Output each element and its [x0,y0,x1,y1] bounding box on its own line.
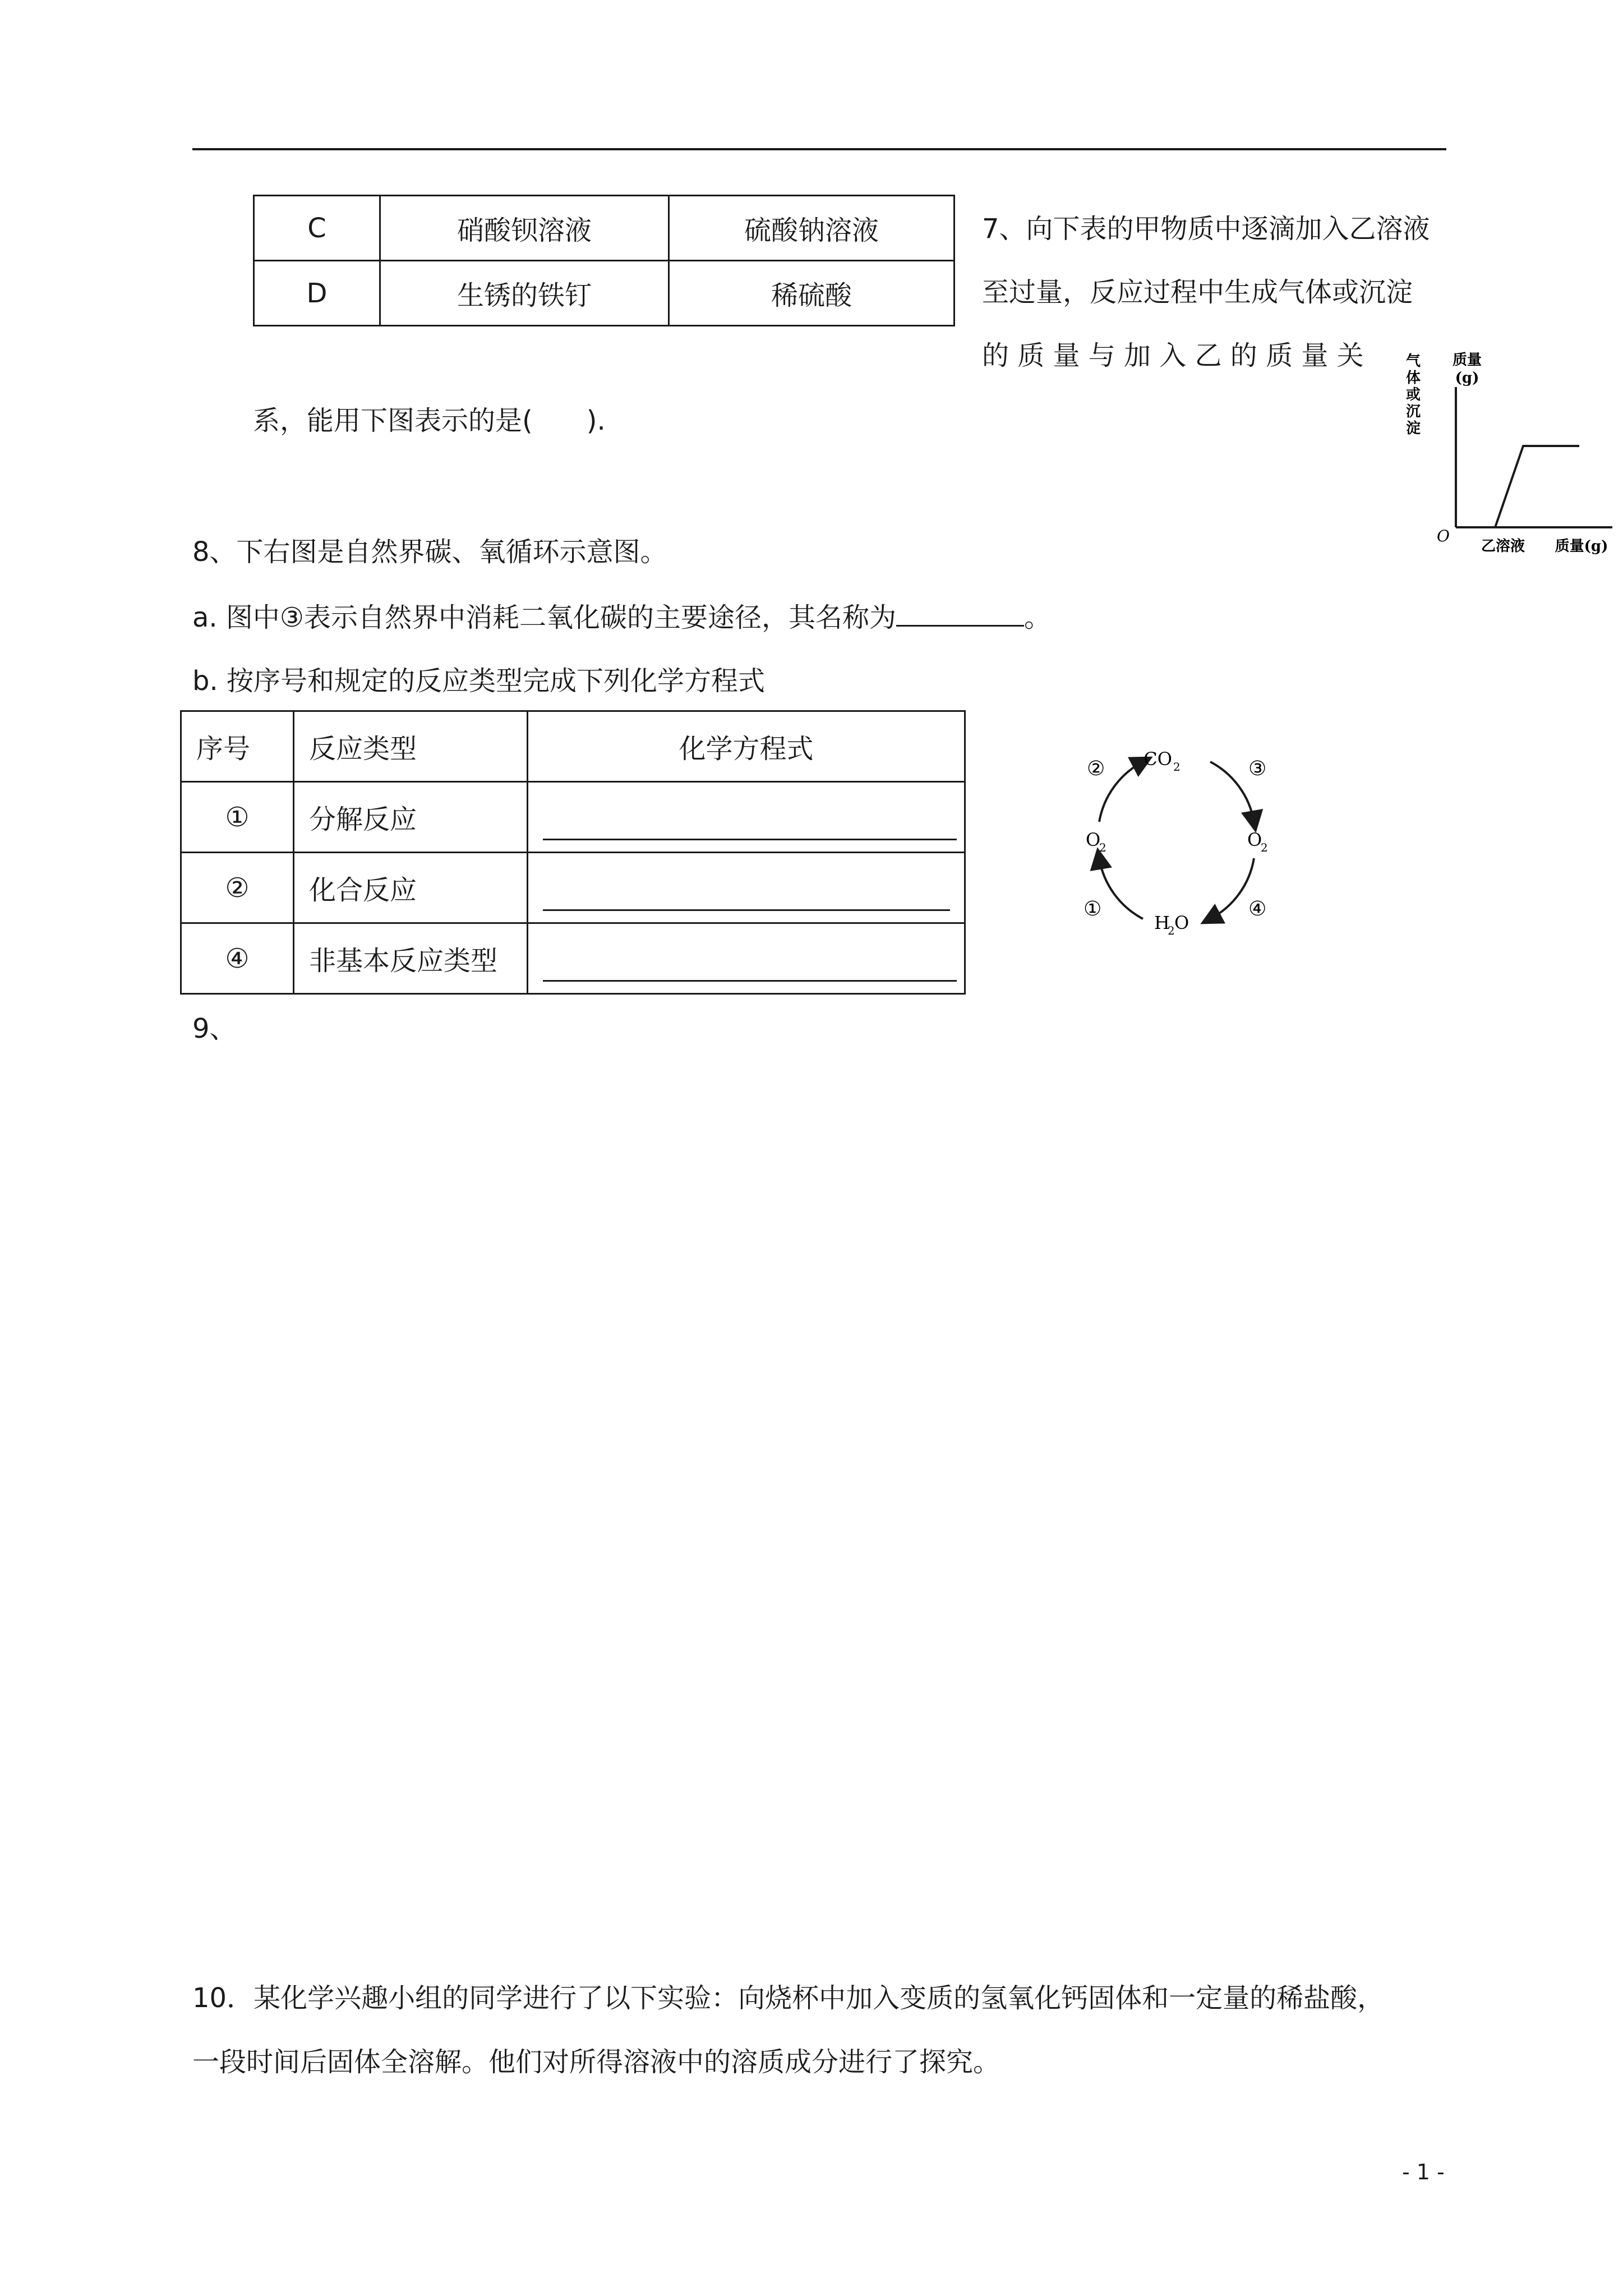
header-number: 序号 [181,711,294,782]
row-number: ② [181,853,294,923]
label-1: ① [1083,898,1102,921]
header-equation: 化学方程式 [528,711,965,782]
q10-line-1: 10．某化学兴趣小组的同学进行了以下实验：向烧杯中加入变质的氢氧化钙固体和一定量的稀盐酸， [192,1982,1385,2014]
node-o2-right: O [1247,829,1262,850]
q8-part-b: b. 按序号和规定的反应类型完成下列化学方程式 [192,665,765,697]
node-h2o: H [1154,912,1170,933]
chart-x-label-1: 乙溶液 [1481,538,1525,555]
node-co2-sub: 2 [1173,760,1181,774]
arrow-o2-to-h2o [1210,858,1254,919]
option-substance-b: 硫酸钠溶液 [669,196,955,261]
q8-part-a-end: 。 [1023,602,1051,633]
q8-answer-blank[interactable] [896,602,1024,627]
label-4: ④ [1248,898,1267,921]
node-o2-right-sub: 2 [1261,841,1268,854]
chart-series-line [1456,446,1579,527]
option-substance-a: 硝酸钡溶液 [380,196,669,261]
arrow-co2-to-o2 [1210,762,1254,822]
chart-origin-label: O [1437,527,1450,545]
cycle-diagram [1066,740,1290,948]
row-number: ④ [181,923,294,994]
equation-blank-line [543,909,950,911]
table-row [181,923,965,994]
page-number: - 1 - [1402,2160,1445,2184]
option-substance-b: 稀硫酸 [669,261,955,326]
equation-blank-line [543,980,957,982]
equation-cell[interactable] [528,853,965,923]
table-row [181,853,965,923]
svg-text:气: 气 [1405,353,1421,370]
svg-text:沉: 沉 [1405,403,1421,420]
table-row [254,261,955,326]
option-label: D [254,261,380,326]
option-label: C [254,196,380,261]
node-h2o-sub: 2 [1168,924,1175,937]
q9-label: 9、 [192,1013,237,1045]
header-rule [192,148,1446,150]
options-table [253,195,955,326]
equation-cell[interactable] [528,782,965,853]
option-substance-a: 生锈的铁钉 [380,261,669,326]
svg-text:或: 或 [1405,386,1421,403]
chart-y-unit-1: 质量 [1452,352,1482,369]
chart-y-unit-2: (g) [1455,370,1479,386]
q7-line-3: 的 质 量 与 加 入 乙 的 质 量 关 [982,340,1364,371]
arrow-o2-to-co2 [1099,762,1143,822]
q7-line-2: 至过量，反应过程中生成气体或沉淀 [982,277,1413,308]
row-type: 非基本反应类型 [294,923,528,994]
svg-text:体: 体 [1405,370,1421,386]
svg-text:淀: 淀 [1405,420,1421,437]
equation-table [180,710,966,995]
q8-part-a [192,602,1051,631]
row-type: 化合反应 [294,853,528,923]
arrow-h2o-to-o2 [1099,858,1143,919]
table-row [181,782,965,853]
header-type: 反应类型 [294,711,528,782]
label-2: ② [1087,757,1105,780]
node-h2o-tail: O [1174,912,1189,933]
node-co2: CO [1144,748,1172,770]
table-row [254,196,955,261]
node-o2-left-sub: 2 [1099,841,1106,854]
equation-blank-line [543,839,957,840]
chart-x-label-2: 质量(g) [1555,538,1608,555]
row-type: 分解反应 [294,782,528,853]
q10-line-2: 一段时间后固体全溶解。他们对所得溶液中的溶质成分进行了探究。 [192,2046,1000,2078]
q7-chart [1396,348,1615,567]
node-o2-left: O [1086,829,1101,850]
q7-line-4: 系，能用下图表示的是( ). [253,405,606,436]
label-3: ③ [1248,757,1267,780]
q8-intro: 8、下右图是自然界碳、氧循环示意图。 [192,536,667,568]
row-number: ① [181,782,294,853]
table-header-row [181,711,965,782]
q8-part-a-text: a. 图中③表示自然界中消耗二氧化碳的主要途径，其名称为 [192,602,896,633]
q7-line-1: 7、向下表的甲物质中逐滴加入乙溶液 [982,213,1430,245]
chart-y-label [1406,352,1421,437]
equation-cell[interactable] [528,923,965,994]
